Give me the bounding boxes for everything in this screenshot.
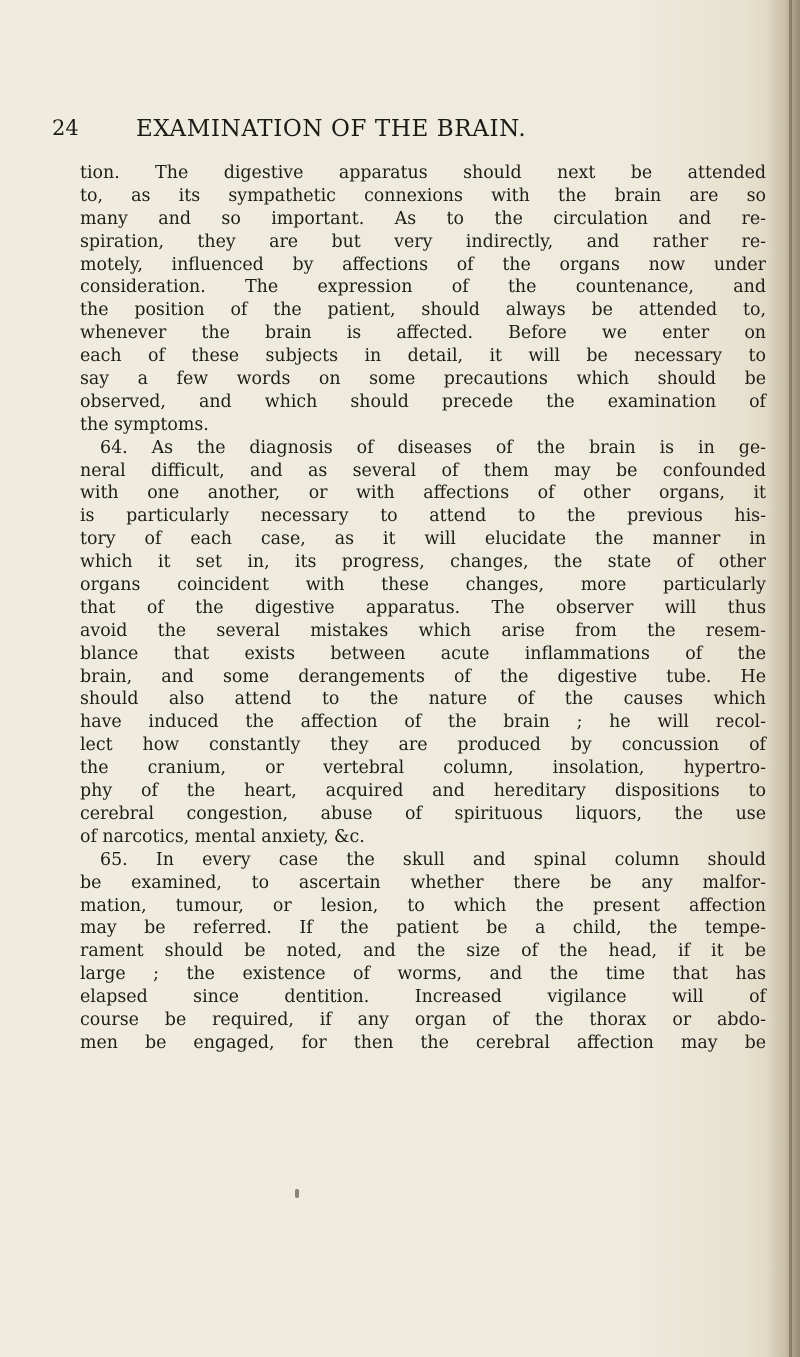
text-line: avoid the several mistakes which arise from the resem- <box>80 620 766 641</box>
text-line: with one another, or with affections of other organs, it <box>80 483 766 504</box>
page-edge-shadow <box>766 0 800 1357</box>
text-line: is particularly necessary to attend to the previous his- <box>80 506 766 527</box>
text-line: have induced the affection of the brain ; he will recol- <box>80 712 766 733</box>
body-text <box>80 162 766 1055</box>
text-line: of narcotics, mental anxiety, &c. <box>80 826 365 847</box>
paragraph-64-start: 64. As the diagnosis of diseases of the brain is in ge- <box>100 437 766 458</box>
text-line: the symptoms. <box>80 414 209 435</box>
paragraph-65-start: 65. In every case the skull and spinal column should <box>100 849 766 870</box>
text-line: to, as its sympathetic connexions with the brain are so <box>80 185 766 206</box>
text-line: tory of each case, as it will elucidate the manner in <box>80 529 766 550</box>
text-line: whenever the brain is affected. Before we enter on <box>80 323 766 344</box>
text-line: the cranium, or vertebral column, insolation, hypertro- <box>80 758 766 779</box>
text-line: tion. The digestive apparatus should next be attended <box>80 163 766 183</box>
text-line: rament should be noted, and the size of the head, if it be <box>80 941 766 962</box>
text-line: blance that exists between acute inflammations of the <box>80 643 766 664</box>
text-line: spiration, they are but very indirectly, and rather re- <box>80 231 766 252</box>
text-line: the position of the patient, should always be attended to, <box>80 300 766 321</box>
text-line: many and so important. As to the circulation and re- <box>80 208 766 229</box>
page-number: 24 <box>52 116 79 140</box>
text-line: lect how constantly they are produced by concussion of <box>80 735 766 756</box>
text-line: consideration. The expression of the countenance, and <box>80 277 766 298</box>
text-line: neral difficult, and as several of them may be confounded <box>80 460 766 481</box>
text-line: course be required, if any organ of the thorax or abdo- <box>80 1009 766 1030</box>
text-line: organs coincident with these changes, more particularly <box>80 575 766 596</box>
page-header <box>52 116 752 156</box>
text-line: elapsed since dentition. Increased vigilance will of <box>80 987 766 1008</box>
text-line: may be referred. If the patient be a child, the tempe- <box>80 918 766 939</box>
text-line: men be engaged, for then the cerebral affection may be <box>80 1032 766 1053</box>
text-line: that of the digestive apparatus. The observer will thus <box>80 597 766 618</box>
text-line: be examined, to ascertain whether there be any malfor- <box>80 872 766 893</box>
text-line: brain, and some derangements of the digestive tube. He <box>80 666 766 687</box>
text-line: motely, influenced by affections of the organs now under <box>80 254 766 275</box>
text-line: mation, tumour, or lesion, to which the present affection <box>80 895 766 916</box>
ink-speck <box>295 1189 299 1198</box>
running-title: EXAMINATION OF THE BRAIN. <box>136 116 527 142</box>
text-line: large ; the existence of worms, and the time that has <box>80 964 766 985</box>
text-line: observed, and which should precede the examination of <box>80 391 766 412</box>
text-line: should also attend to the nature of the causes which <box>80 689 766 710</box>
binding-edge <box>789 0 792 1357</box>
text-line: each of these subjects in detail, it will be necessary to <box>80 346 766 367</box>
text-line: which it set in, its progress, changes, the state of other <box>80 552 766 573</box>
text-line: cerebral congestion, abuse of spirituous liquors, the use <box>80 803 766 824</box>
text-line: phy of the heart, acquired and hereditary dispositions to <box>80 781 766 802</box>
text-line: say a few words on some precautions which should be <box>80 369 766 390</box>
